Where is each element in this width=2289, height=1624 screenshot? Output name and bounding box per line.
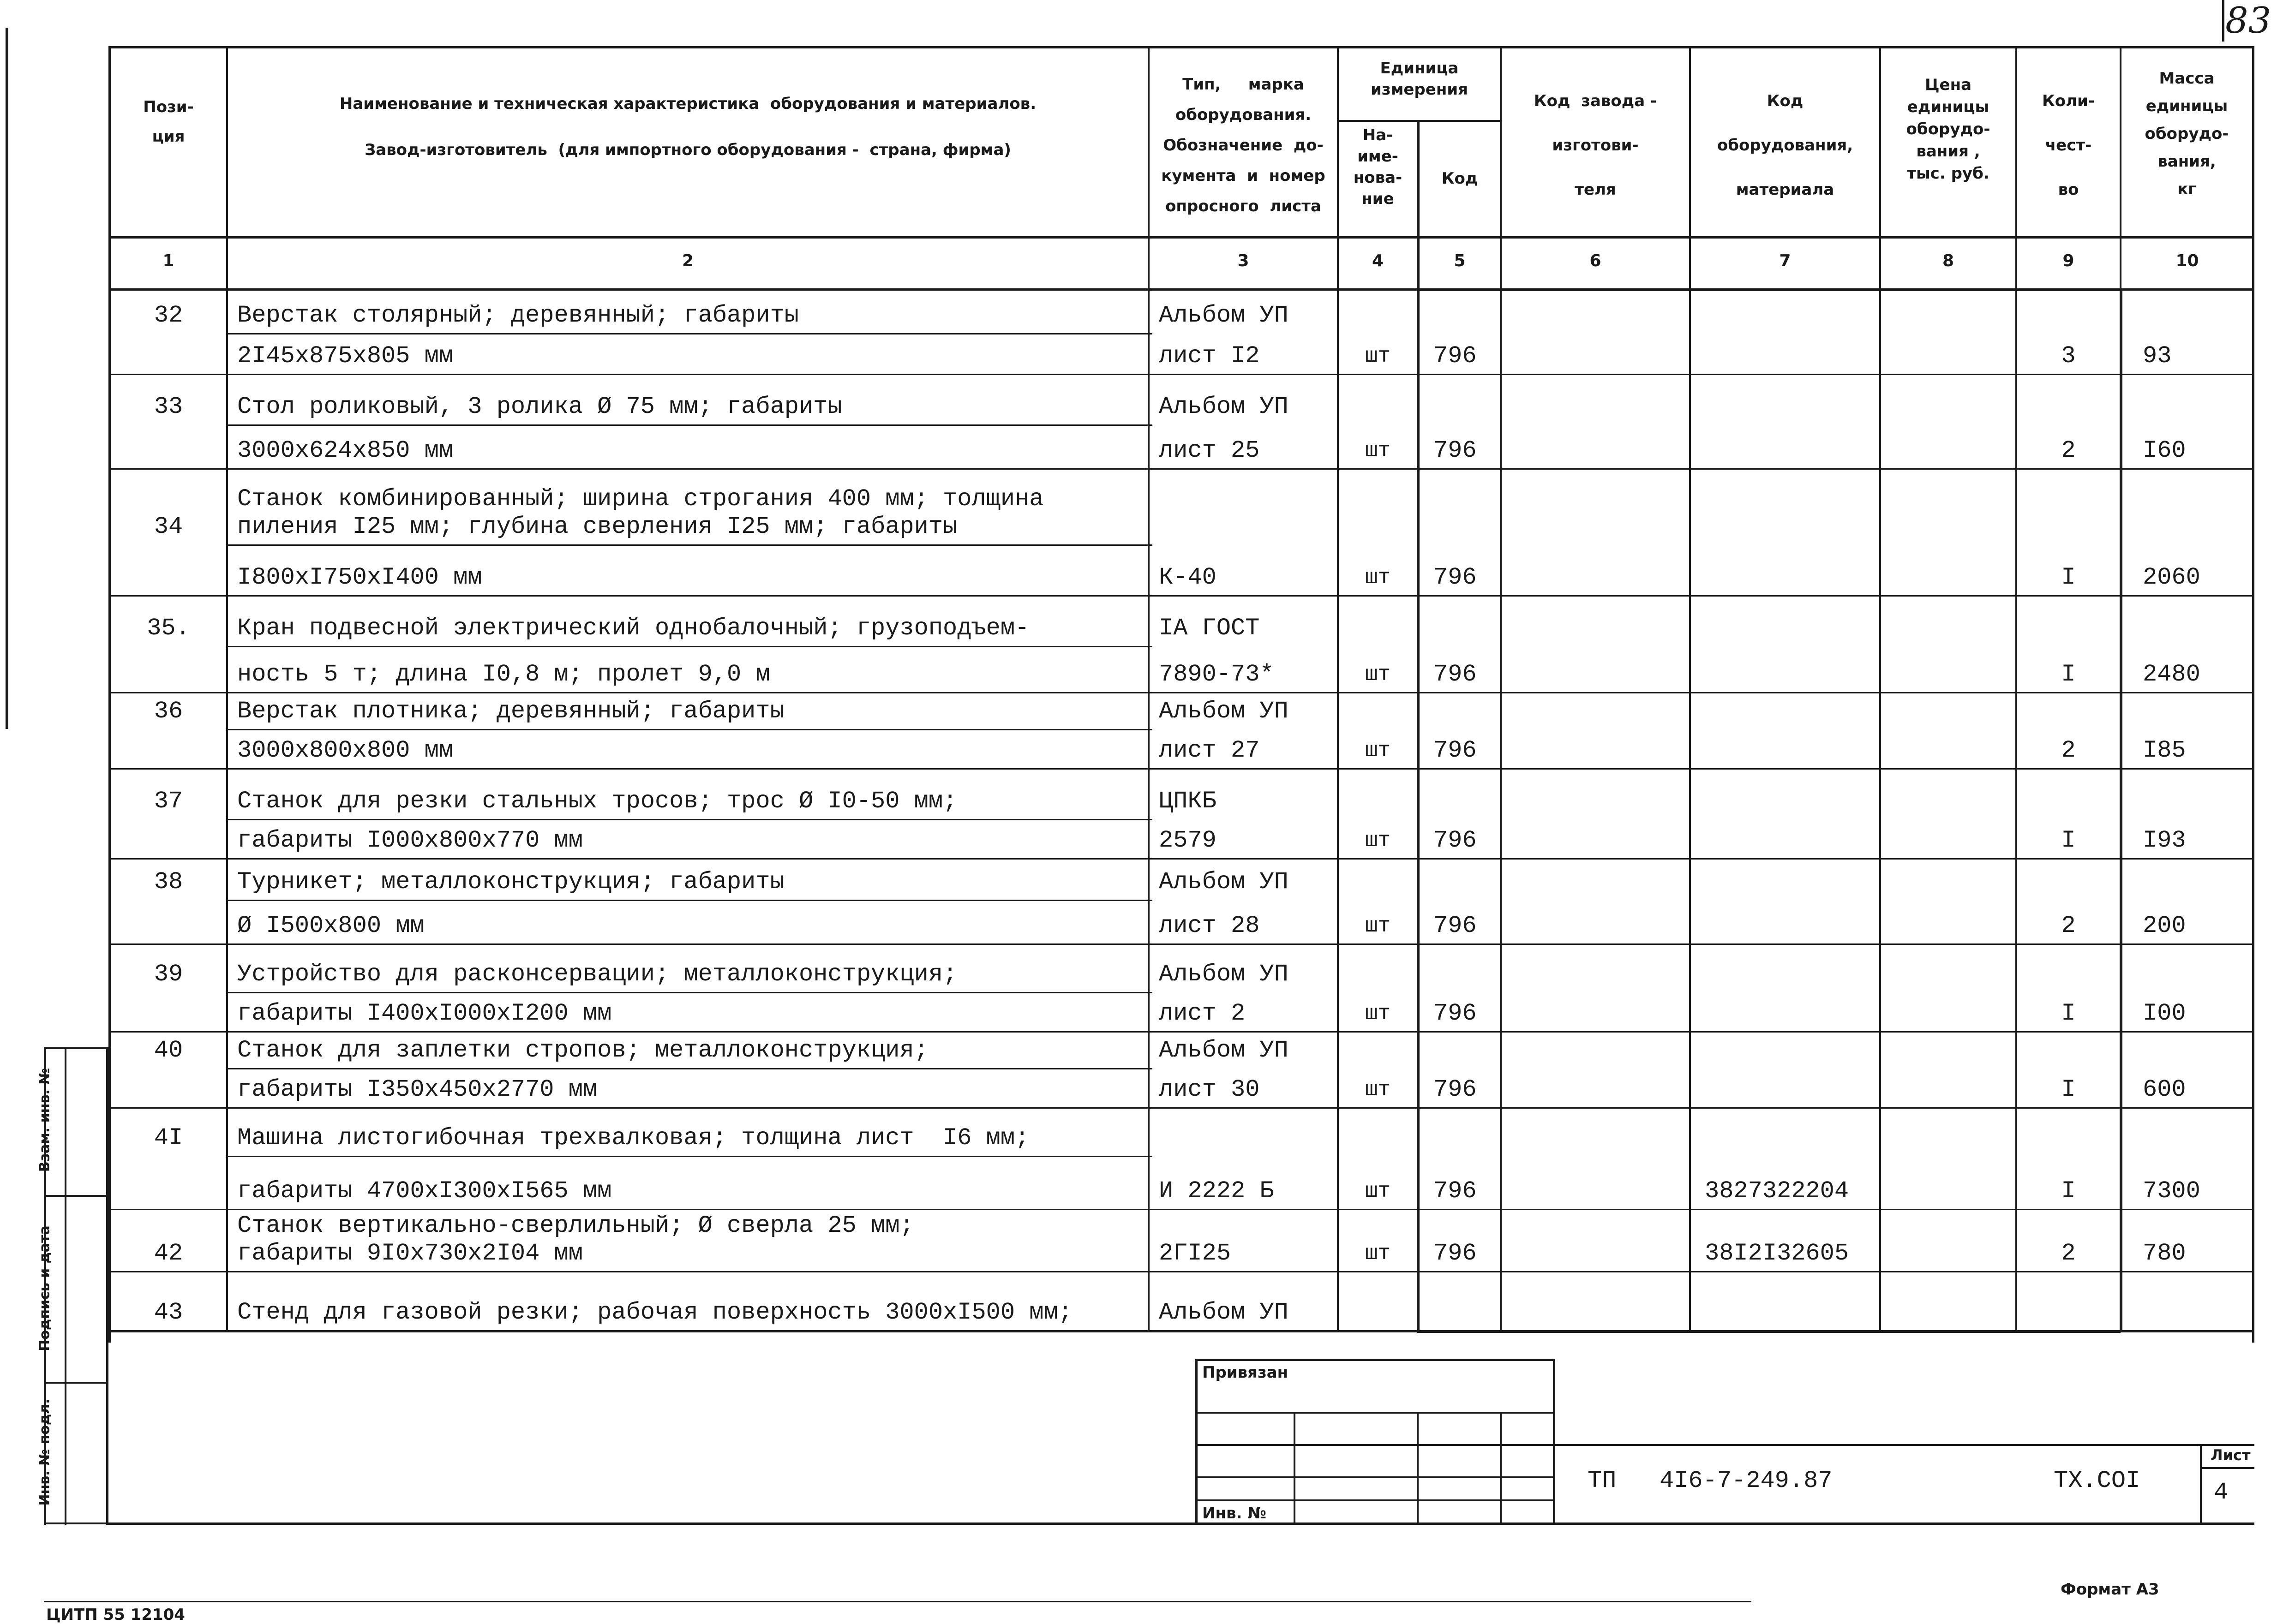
table-cell: шт <box>1365 566 1391 590</box>
table-cell: шт <box>1365 439 1391 463</box>
table-cell: Альбом УП <box>1159 302 1288 329</box>
table-cell: шт <box>1365 1078 1391 1102</box>
table-cell: Станок для заплетки стропов; металлоконструкция; <box>237 1037 929 1064</box>
table-cell: 796 <box>1433 1177 1477 1205</box>
table-cell: 2579 <box>1159 827 1216 854</box>
table-cell: 38 <box>154 868 183 896</box>
table-cell: 32 <box>154 302 183 329</box>
table-cell: Устройство для расконсервации; металлоконструкция; <box>237 961 958 988</box>
table-cell: 2ГI25 <box>1159 1240 1231 1267</box>
side-stamp-inv-podl: Инв. № подл. <box>36 1398 53 1506</box>
table-cell: 2I45x875x805 мм <box>237 342 454 370</box>
table-cell: I <box>2061 1177 2076 1205</box>
column-number: 1 <box>162 251 174 270</box>
table-cell: 2 <box>2061 1240 2076 1267</box>
table-cell: И 2222 Б <box>1159 1177 1274 1205</box>
table-cell: 33 <box>154 393 183 420</box>
table-cell: К-40 <box>1159 564 1216 591</box>
table-cell: Машина листогибочная трехвалковая; толщина лист I6 мм; <box>237 1124 1030 1152</box>
table-cell: ность 5 т; длина I0,8 м; пролет 9,0 м <box>237 661 770 688</box>
table-cell: 7890-73* <box>1159 661 1274 688</box>
table-cell: шт <box>1365 1242 1391 1266</box>
table-cell: I <box>2061 1076 2076 1103</box>
header-price: Цена единицы оборудо- вания , тыс. руб. <box>1906 76 1990 183</box>
table-cell: габариты I350x450x2770 мм <box>237 1076 598 1103</box>
table-cell: 35. <box>147 615 190 642</box>
column-number: 7 <box>1779 251 1791 270</box>
table-cell: I85 <box>2143 737 2186 764</box>
table-cell: 200 <box>2143 912 2186 939</box>
table-cell: лист 2 <box>1159 1000 1246 1027</box>
table-cell: 3000x800x800 мм <box>237 737 454 764</box>
table-cell: габариты 4700xI300xI565 мм <box>237 1177 612 1205</box>
table-cell: шт <box>1365 914 1391 938</box>
side-stamp-podpis: Подпись и дата <box>36 1225 53 1351</box>
table-cell: 40 <box>154 1037 183 1064</box>
table-cell: Верстак столярный; деревянный; габариты <box>237 302 799 329</box>
column-number: 4 <box>1372 251 1384 270</box>
header-equipment-code: Код оборудования, материала <box>1717 92 1853 199</box>
table-cell: шт <box>1365 1179 1391 1203</box>
table-cell: I <box>2061 827 2076 854</box>
table-cell: 796 <box>1433 827 1477 854</box>
column-number: 8 <box>1942 251 1954 270</box>
footer-org: ЦИТП 55 12104 <box>46 1606 185 1624</box>
table-cell: габариты I000x800x770 мм <box>237 827 583 854</box>
table-cell: 37 <box>154 788 183 815</box>
column-number: 2 <box>682 251 694 270</box>
header-position: Пози- ция <box>143 98 194 146</box>
table-cell: лист 27 <box>1159 737 1260 764</box>
table-cell: 39 <box>154 961 183 988</box>
table-cell: 2480 <box>2143 661 2200 688</box>
table-cell: 796 <box>1433 564 1477 591</box>
header-mass: Масса единицы оборудо- вания, кг <box>2145 69 2229 198</box>
table-cell: 796 <box>1433 661 1477 688</box>
table-cell: Кран подвесной электрический однобалочный; грузоподъем- <box>237 615 1030 642</box>
column-number: 5 <box>1454 251 1466 270</box>
table-cell: Альбом УП <box>1159 1037 1288 1064</box>
table-cell: 600 <box>2143 1076 2186 1103</box>
table-cell: Станок для резки стальных тросов; трос Ø I0-50 мм; <box>237 788 958 815</box>
table-cell: 2 <box>2061 912 2076 939</box>
table-cell: шт <box>1365 663 1391 687</box>
table-cell: 2 <box>2061 737 2076 764</box>
table-cell: Стол роликовый, 3 ролика Ø 75 мм; габариты <box>237 393 842 420</box>
table-cell: лист 25 <box>1159 437 1260 464</box>
header-unit: Единица измерения <box>1371 59 1468 99</box>
footer-format: Формат А3 <box>2061 1580 2159 1599</box>
table-cell: Ø I500x800 мм <box>237 912 425 939</box>
header-unit-group: На- име- нова- ние <box>1353 126 1402 208</box>
table-cell: лист 28 <box>1159 912 1260 939</box>
table-cell: 38I2I32605 <box>1705 1240 1849 1267</box>
table-cell: 796 <box>1433 1240 1477 1267</box>
table-cell: шт <box>1365 829 1391 853</box>
table-cell: 93 <box>2143 342 2172 370</box>
table-cell: 43 <box>154 1299 183 1326</box>
title-sheet-label: Лист <box>2211 1446 2251 1464</box>
table-cell: лист I2 <box>1159 342 1260 370</box>
table-cell: Альбом УП <box>1159 393 1288 420</box>
table-cell: I <box>2061 564 2076 591</box>
header-quantity: Коли- чест- во <box>2042 92 2095 199</box>
side-stamp-vzam: Взам. инв. № <box>36 1068 53 1172</box>
table-cell: Стенд для газовой резки; рабочая поверхность 3000xI500 мм; <box>237 1299 1073 1326</box>
table-cell: 3827322204 <box>1705 1177 1849 1205</box>
table-cell: 36 <box>154 698 183 725</box>
table-cell: 3000x624x850 мм <box>237 437 454 464</box>
table-cell: 34 <box>154 513 183 540</box>
table-cell: Альбом УП <box>1159 698 1288 725</box>
title-sheet-code: ТХ.COI <box>2054 1467 2140 1494</box>
table-cell: I800xI750xI400 мм <box>237 564 482 591</box>
header-plant-code: Код завода - изготови- теля <box>1534 92 1657 199</box>
table-cell: Верстак плотника; деревянный; габариты <box>237 698 785 725</box>
table-cell: I00 <box>2143 1000 2186 1027</box>
table-cell: 3 <box>2061 342 2076 370</box>
table-cell: 796 <box>1433 437 1477 464</box>
table-cell: шт <box>1365 344 1391 368</box>
table-cell: 2 <box>2061 437 2076 464</box>
table-cell: 42 <box>154 1240 183 1267</box>
table-cell: Турникет; металлоконструкция; габариты <box>237 868 785 896</box>
table-cell: 796 <box>1433 1076 1477 1103</box>
footer-rule <box>44 1601 1751 1602</box>
title-inv-no: Инв. № <box>1202 1504 1267 1522</box>
table-cell: 780 <box>2143 1240 2186 1267</box>
title-sheet-number: 4 <box>2214 1479 2229 1506</box>
table-cell: I60 <box>2143 437 2186 464</box>
table-cell: 2060 <box>2143 564 2200 591</box>
table-cell: Альбом УП <box>1159 868 1288 896</box>
table-cell: лист 30 <box>1159 1076 1260 1103</box>
table-cell: 7300 <box>2143 1177 2200 1205</box>
table-cell: 4I <box>154 1124 183 1152</box>
table-cell: шт <box>1365 1002 1391 1026</box>
table-cell: ЦПКБ <box>1159 788 1216 815</box>
table-cell: шт <box>1365 739 1391 763</box>
table-cell: 796 <box>1433 342 1477 370</box>
table-cell: Станок вертикально-сверлильный; Ø сверла 25 мм; габариты 9I0x730x2I04 мм <box>237 1212 914 1267</box>
table-cell: 796 <box>1433 737 1477 764</box>
table-cell: IA ГОСТ <box>1159 615 1260 642</box>
table-cell: габариты I400xI000xI200 мм <box>237 1000 612 1027</box>
table-cell: I93 <box>2143 827 2186 854</box>
page-number: 83 <box>2225 0 2271 42</box>
table-cell: 796 <box>1433 1000 1477 1027</box>
title-doc-code: ТП 4I6-7-249.87 <box>1588 1467 1833 1494</box>
table-cell: I <box>2061 661 2076 688</box>
header-unit-code: Код <box>1441 169 1478 188</box>
table-cell: Альбом УП <box>1159 961 1288 988</box>
table-cell: Альбом УП <box>1159 1299 1288 1326</box>
column-number: 6 <box>1589 251 1601 270</box>
header-name: Наименование и техническая характеристика оборудования и материалов. Завод-изготовитель (для импортного оборудования - страна, фирма) <box>339 95 1037 159</box>
table-cell: Станок комбинированный; ширина строгания 400 мм; толщина пиления I25 мм; глубина сверления I25 мм; габариты <box>237 485 1044 540</box>
column-number: 3 <box>1237 251 1249 270</box>
column-number: 10 <box>2175 251 2199 270</box>
table-cell: 796 <box>1433 912 1477 939</box>
title-privyazan: Привязан <box>1202 1363 1288 1382</box>
table-cell: I <box>2061 1000 2076 1027</box>
column-number: 9 <box>2062 251 2074 270</box>
header-type: Тип, марка оборудования. Обозначение до- кумента и номер опросного листа <box>1161 75 1325 215</box>
